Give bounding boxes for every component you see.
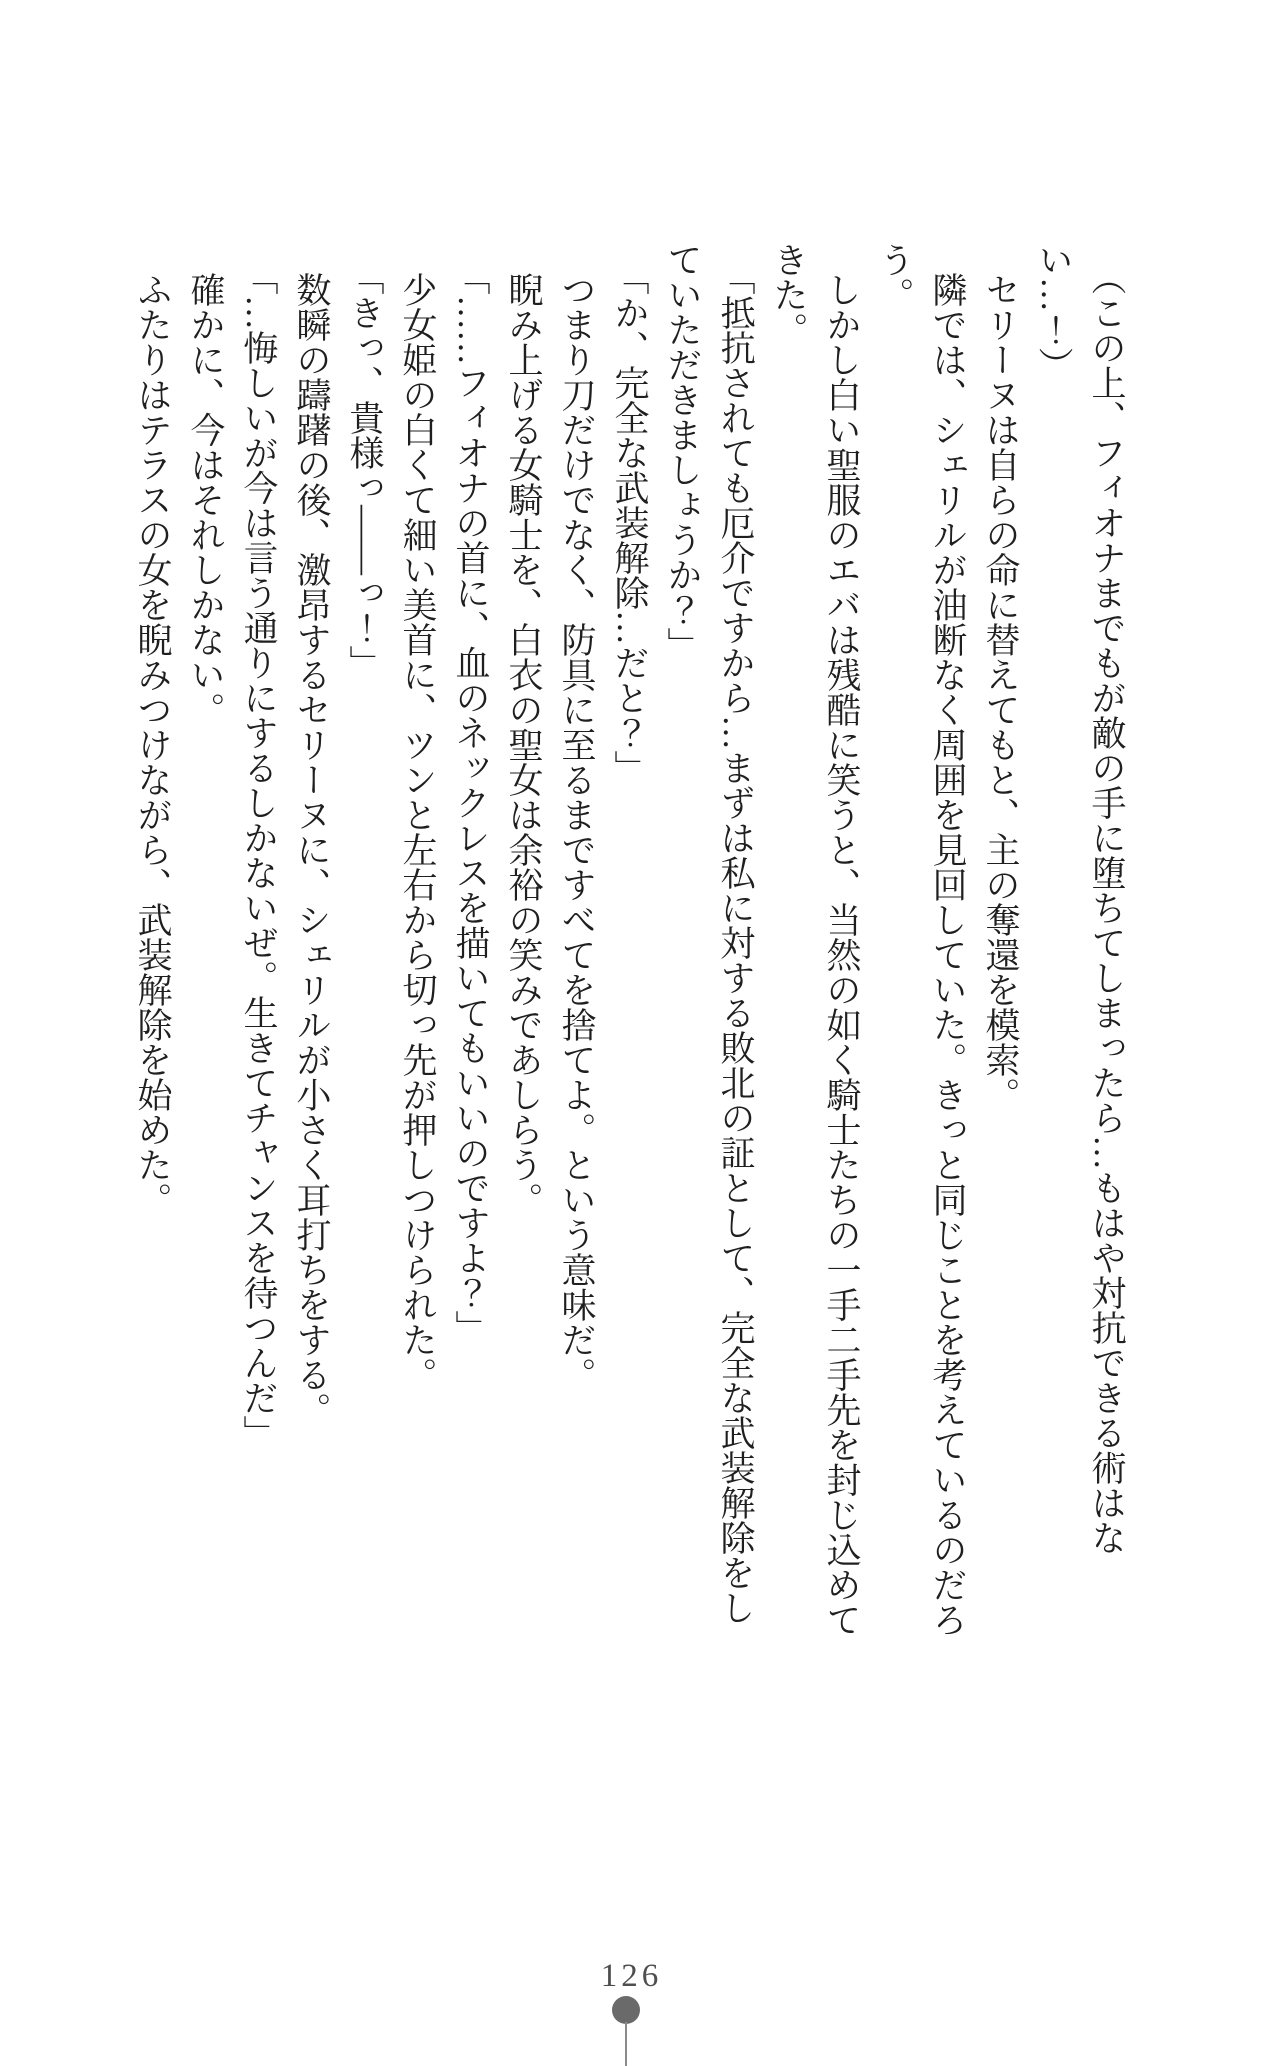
paragraph-11: 「きっ、貴様っ――っ！」 (345, 259, 384, 680)
paragraph-1: （この上、フィオナまでもが敵の手に堕ちてしまったら…もはや対抗できる術はない…！） (1034, 242, 1126, 1555)
paragraph-4: しかし白い聖服のエバは残酷に笑うと、当然の如く騎士たちの一手二手先を封じ込めてきた。 (769, 242, 861, 1637)
page-number: 126 (600, 1958, 663, 1994)
paragraph-10: 少女姫の白くて細い美首に、ツンと左右から切っ先が押しつけられた。 (398, 271, 437, 1392)
paragraph-2: セリーヌは自らの命に替えてもと、主の奪還を模索。 (981, 271, 1020, 1112)
paragraph-7: つまり刀だけでなく、防具に至るまですべてを捨てよ。という意味だ。 (557, 271, 596, 1392)
paragraph-8: 睨み上げる女騎士を、白衣の聖女は余裕の笑みであしらう。 (504, 271, 543, 1217)
paragraph-13: 「…悔しいが今は言う通りにするしかないぜ。生きてチャンスを待つんだ」 (239, 259, 278, 1450)
paragraph-12: 数瞬の躊躇の後、激昂するセリーヌに、シェリルが小さく耳打ちをする。 (292, 271, 331, 1427)
paragraph-14: 確かに、今はそれしかない。 (186, 271, 225, 727)
paragraph-3: 隣では、シェリルが油断なく周囲を見回していた。きっと同じことを考えているのだろう。 (875, 242, 967, 1637)
footer-rule-marker (625, 2022, 627, 2066)
paragraph-9: 「……フィオナの首に、血のネックレスを描いてもいいのですよ？」 (451, 259, 490, 1345)
paragraph-5: 「抵抗されても厄介ですから…まずは私に対する敗北の証として、完全な武装解除をしていただきましょうか？」 (663, 242, 755, 1625)
text-block (126, 242, 1133, 1654)
footer-dot-marker (612, 1996, 640, 2024)
paragraph-15: ふたりはテラスの女を睨みつけながら、武装解除を始めた。 (133, 271, 172, 1217)
paragraph-6: 「か、完全な武装解除…だと？」 (610, 259, 649, 785)
